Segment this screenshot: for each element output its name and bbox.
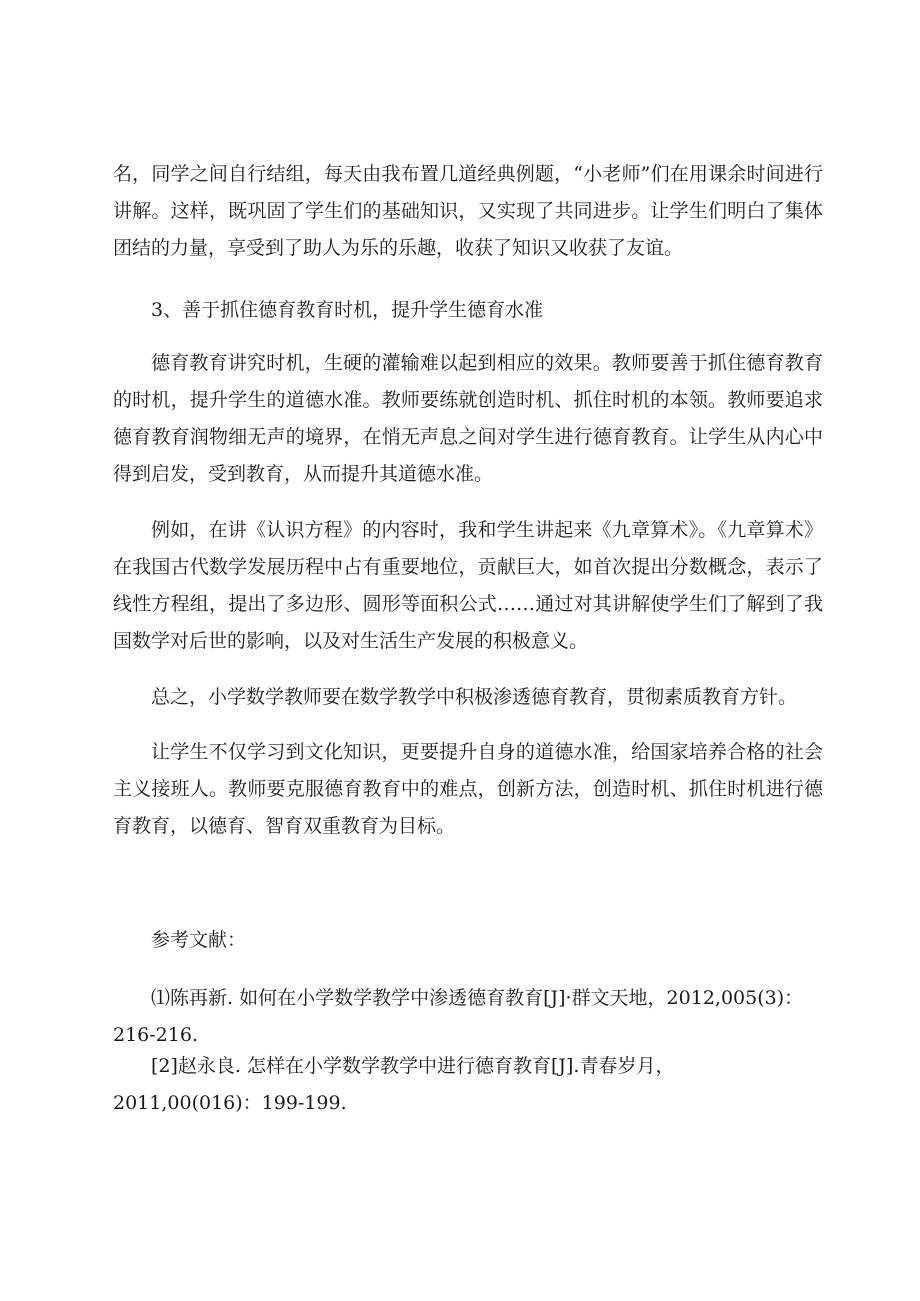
references-title: 参考文献： — [151, 929, 247, 951]
paragraph-conclusion: 让学生不仅学习到文化知识，更要提升自身的道德水准，给国家培养合格的社会主义接班人。教师要克服德育教育中的难点，创新方法，创造时机、抓住时机进行德育教育，以德育、智育双重教育为目标。 — [113, 741, 823, 837]
reference-item-1: ⑴陈再新. 如何在小学数学教学中渗透德育教育[J]·群文天地，2012,005(3)：216-216. — [113, 987, 804, 1046]
section-heading-3: 3、善于抓住德育教育时机，提升学生德育水准 — [151, 299, 544, 321]
reference-item-2: [2]赵永良. 怎样在小学数学教学中进行德育教育[J].青春岁月，2011,00(016)：199-199. — [113, 1055, 675, 1114]
paragraph-continuation: 名，同学之间自行结组，每天由我布置几道经典例题，“小老师”们在用课余时间进行讲解。这样，既巩固了学生们的基础知识，又实现了共同进步。让学生们明白了集体团结的力量，享受到了助人为乐的乐趣，收获了知识又收获了友谊。 — [113, 163, 823, 259]
paragraph-summary: 总之，小学数学教师要在数学教学中积极渗透德育教育，贯彻素质教育方针。 — [151, 686, 798, 708]
paragraph-moral-timing: 德育教育讲究时机，生硬的灌输难以起到相应的效果。教师要善于抓住德育教育的时机，提升学生的道德水准。教师要练就创造时机、抓住时机的本领。教师要追求德育教育润物细无声的境界，在悄无声息之间对学生进行德育教育。让学生从内心中得到启发，受到教育，从而提升其道德水准。 — [113, 352, 823, 485]
paragraph-example-nine-chapters: 例如，在讲《认识方程》的内容时，我和学生讲起来《九章算术》。《九章算术》在我国古代数学发展历程中占有重要地位，贡献巨大，如首次提出分数概念，表示了线性方程组，提出了多边形、圆形等面积公式……通过对其讲解使学生们了解到了我国数学对后世的影响，以及对生活生产发展的积极意义。 — [113, 519, 823, 652]
